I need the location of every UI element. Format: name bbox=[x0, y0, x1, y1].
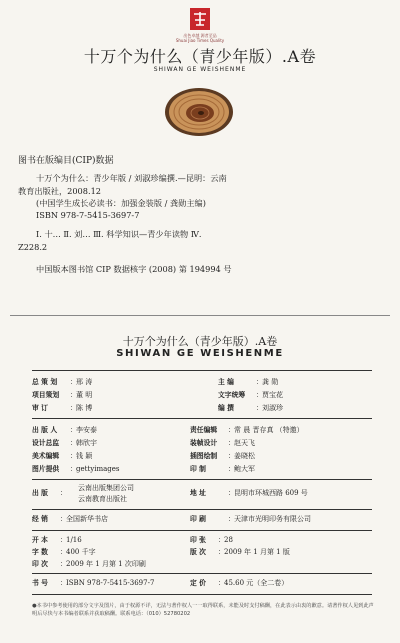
cip-isbn: ISBN 978-7-5415-3697-7 bbox=[36, 210, 140, 221]
spec-label: 印 张 bbox=[190, 536, 206, 544]
colophon-rule bbox=[32, 594, 372, 595]
cip-line: 十万个为什么：青少年版 / 刘淑珍编撰.—昆明：云南 bbox=[36, 173, 227, 184]
credit-value: 龚 勋 bbox=[262, 378, 279, 386]
spec-row: 开 本 ：1/16 bbox=[32, 536, 82, 544]
spec-value: 2009 年 1 月第 1 次印刷 bbox=[66, 560, 146, 568]
address-label: 地 址 bbox=[190, 489, 206, 497]
production-label: 美术编辑 bbox=[32, 452, 60, 460]
production-label: 设计总监 bbox=[32, 439, 60, 447]
spec-label: 印 次 bbox=[32, 560, 48, 568]
printer-label: 印 刷 bbox=[190, 515, 206, 523]
cip-classification-code: Z228.2 bbox=[18, 241, 48, 252]
price-row: 定 价 ：45.60 元（全二卷） bbox=[190, 579, 289, 587]
credit-row: 审 订 ：陈 博 bbox=[32, 404, 93, 412]
distribution-value: 全国新华书店 bbox=[66, 515, 108, 523]
printer-row: 印 刷 ：天津市光明印务有限公司 bbox=[190, 515, 311, 523]
production-value: 姜晓松 bbox=[234, 452, 255, 460]
credit-value: 董 明 bbox=[76, 391, 93, 399]
isbn-label: 书 号 bbox=[32, 579, 48, 587]
cip-line: 教育出版社，2008.12 bbox=[18, 185, 101, 196]
production-label: 图片提供 bbox=[32, 465, 60, 473]
production-value: 鲍大军 bbox=[234, 465, 255, 473]
credit-label: 编 撰 bbox=[218, 404, 234, 412]
production-label: 责任编辑 bbox=[190, 426, 218, 434]
distribution-label: 经 销 bbox=[32, 515, 48, 523]
price-label: 定 价 bbox=[190, 579, 206, 587]
printer-value: 天津市光明印务有限公司 bbox=[234, 515, 311, 523]
book-title: 十万个为什么（青少年版）.A卷 bbox=[83, 47, 317, 66]
credit-label: 项目策划 bbox=[32, 391, 60, 399]
production-value: 赵天飞 bbox=[234, 439, 255, 447]
credit-label: 文字统筹 bbox=[218, 391, 246, 399]
production-value: 李安泰 bbox=[76, 426, 97, 434]
price-value: 45.60 元（全二卷） bbox=[224, 579, 289, 587]
production-row: 图片提供 ：gettyimages bbox=[32, 465, 120, 473]
production-value: 韩欣宇 bbox=[76, 439, 97, 447]
production-label: 印 制 bbox=[190, 465, 206, 473]
cip-record-number: 中国版本图书馆 CIP 数据核字 (2008) 第 194994 号 bbox=[36, 264, 232, 275]
production-label: 装帧设计 bbox=[190, 439, 218, 447]
production-row: 责任编辑 ：常 晨 晋存真 （特邀） bbox=[190, 426, 304, 434]
colophon-rule bbox=[32, 479, 372, 480]
spec-label: 字 数 bbox=[32, 548, 48, 556]
colophon-title: 十万个为什么（青少年版）.A卷 bbox=[122, 335, 278, 348]
publisher-name: 云南教育出版社 bbox=[78, 495, 127, 503]
seal-caption-en: Shuai Jiao Times Quality bbox=[175, 38, 225, 43]
credit-label: 主 编 bbox=[218, 378, 234, 386]
production-row: 印 制 ：鲍大军 bbox=[190, 465, 255, 473]
publisher-label: 出 版 bbox=[32, 489, 48, 497]
production-label: 插图绘制 bbox=[190, 452, 218, 460]
credit-row: 编 撰 ：刘淑珍 bbox=[218, 404, 283, 412]
credit-row: 文字统筹 ：贾宝花 bbox=[218, 391, 283, 399]
credit-value: 刘淑珍 bbox=[262, 404, 283, 412]
production-row: 装帧设计 ：赵天飞 bbox=[190, 439, 255, 447]
distribution-row: 经 销 ：全国新华书店 bbox=[32, 515, 108, 523]
credit-row: 主 编 ：龚 勋 bbox=[218, 378, 279, 386]
spec-value: 1/16 bbox=[66, 536, 82, 544]
cip-classification: Ⅰ. 十… Ⅱ. 刘… Ⅲ. 科学知识—青少年读物 Ⅳ. bbox=[36, 229, 202, 240]
book-title-pinyin: SHIWAN GE WEISHENME bbox=[153, 66, 247, 73]
seal-caption bbox=[160, 33, 240, 43]
production-row: 插图绘制 ：姜晓松 bbox=[190, 452, 255, 460]
production-row: 美术编辑 ：钱 颖 bbox=[32, 452, 93, 460]
spec-label: 开 本 bbox=[32, 536, 48, 544]
tree-ring-slice-image bbox=[164, 87, 234, 141]
colophon-rule bbox=[32, 573, 372, 574]
cip-line: (中国学生成长必读书：加强金装版 / 龚勋主编) bbox=[36, 197, 206, 208]
production-row: 设计总监 ：韩欣宇 bbox=[32, 439, 97, 447]
production-value: 钱 颖 bbox=[76, 452, 93, 460]
colophon-rule bbox=[32, 418, 372, 419]
credit-label: 审 订 bbox=[32, 404, 48, 412]
copyright-footnote: ●本书中参考使用的部分文字及图片，由于权源不详，无法与著作权人一一取得联系，未能及时支付稿酬，在此表示由衷的歉意。请著作权人见到此声明后尽快与本书编者联系并获取稿酬。联系电话：（010）52780202 bbox=[32, 603, 374, 617]
credit-value: 陈 博 bbox=[76, 404, 93, 412]
production-value: 常 晨 晋存真 （特邀） bbox=[234, 426, 304, 434]
spec-row: 印 次 ：2009 年 1 月第 1 次印刷 bbox=[32, 560, 146, 568]
spec-value: 2009 年 1 月第 1 版 bbox=[224, 548, 290, 556]
publisher-row: 出 版 ： bbox=[32, 489, 67, 497]
spec-row: 字 数 ：400 千字 bbox=[32, 548, 96, 556]
colophon-rule bbox=[32, 370, 372, 371]
isbn-row: 书 号 ：ISBN 978-7-5415-3697-7 bbox=[32, 579, 155, 587]
cip-heading: 图书在版编目(CIP)数据 bbox=[18, 156, 114, 166]
credit-value: 贾宝花 bbox=[262, 391, 283, 399]
isbn-value: ISBN 978-7-5415-3697-7 bbox=[66, 579, 155, 587]
publisher-name: 云南出版集团公司 bbox=[78, 484, 134, 492]
spec-label: 版 次 bbox=[190, 548, 206, 556]
spec-value: 28 bbox=[224, 536, 233, 544]
address-row: 地 址 ：昆明市环城西路 609 号 bbox=[190, 489, 308, 497]
colophon-rule bbox=[32, 509, 372, 510]
publisher-seal-icon bbox=[190, 8, 210, 30]
seal-caption-cn: 出色卓越 源者至品 bbox=[183, 33, 217, 38]
credit-row: 项目策划 ：董 明 bbox=[32, 391, 93, 399]
spec-row: 版 次 ：2009 年 1 月第 1 版 bbox=[190, 548, 290, 556]
spec-row: 印 张 ：28 bbox=[190, 536, 233, 544]
production-row: 出 版 人 ：李安泰 bbox=[32, 426, 97, 434]
colophon-rule bbox=[32, 530, 372, 531]
section-divider bbox=[10, 315, 390, 316]
credit-label: 总 策 划 bbox=[32, 378, 58, 386]
credit-value: 邢 涛 bbox=[76, 378, 93, 386]
credit-row: 总 策 划 ：邢 涛 bbox=[32, 378, 93, 386]
production-label: 出 版 人 bbox=[32, 426, 58, 434]
cip-data-block bbox=[18, 155, 388, 275]
spec-value: 400 千字 bbox=[66, 548, 96, 556]
production-value: gettyimages bbox=[76, 465, 120, 473]
address-value: 昆明市环城西路 609 号 bbox=[234, 489, 308, 497]
colophon-title-pinyin: SHIWAN GE WEISHENME bbox=[116, 348, 284, 359]
